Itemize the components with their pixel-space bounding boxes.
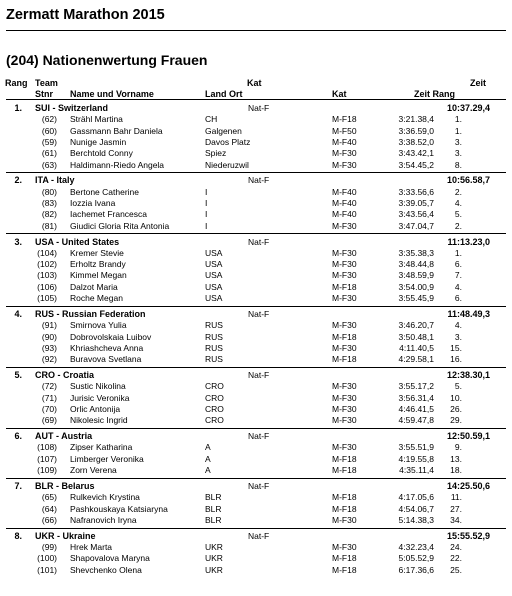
member-stnr: (104) [37,247,57,258]
member-time: 4:54.06,7 [398,503,434,514]
member-rank: 8. [454,159,462,170]
member-category: M-F30 [332,320,357,331]
member-stnr: (61) [41,148,57,159]
member-ort: RUS [205,354,223,365]
section-rule [6,367,506,368]
member-name: Nunige Jasmin [70,136,127,147]
team-rank: 6. [14,431,22,442]
member-ort: CRO [205,381,224,392]
member-name: Berchtold Conny [70,148,133,159]
member-stnr: (69) [41,415,57,426]
member-time: 3:48.44,8 [398,259,434,270]
member-time: 5:05.52,9 [398,553,434,564]
title-rule [6,30,506,31]
member-ort: Spiez [205,148,227,159]
member-ort: USA [205,293,223,303]
member-name: Jurisic Veronika [70,392,130,403]
member-time: 4:35.11,4 [399,465,434,475]
member-time: 3:50.48,1 [398,331,434,342]
member-rank: 1. [454,247,462,258]
team-time: 15:55.52,9 [446,530,490,541]
member-ort: USA [205,281,223,292]
member-time: 4:59.47,8 [398,415,434,426]
member-time: 3:47.04,7 [398,220,434,231]
member-name: Orlic Antonija [70,403,121,414]
member-time: 3:43.42,1 [398,148,434,159]
member-time: 4:46.41,5 [398,403,434,414]
member-name: Gassmann Bahr Daniela [70,125,163,136]
team-name: UKR - Ukraine [35,530,96,541]
member-rank: 34. [450,514,462,525]
member-name: Iozzia Ivana [70,198,116,208]
team-time: 12:38.30,1 [446,370,490,380]
member-stnr: (90) [41,331,57,342]
member-name: Giudici Gloria Rita Antonia [70,220,170,231]
member-ort: RUS [205,342,223,353]
member-rank: 27. [450,503,462,514]
member-name: Shevchenko Olena [70,564,142,575]
member-stnr: (64) [41,503,57,514]
member-stnr: (101) [37,564,57,575]
team-name: USA - United States [35,236,120,247]
team-name: CRO - Croatia [35,370,95,380]
member-category: M-F40 [332,209,357,220]
member-stnr: (103) [37,270,57,281]
member-stnr: (63) [41,159,57,170]
member-stnr: (80) [41,186,57,197]
member-time: 3:43.56,4 [398,209,434,220]
member-category: M-F30 [332,392,357,403]
member-category: M-F18 [332,503,357,514]
member-name: Rulkevich Krystina [70,492,140,503]
member-category: M-F50 [332,125,357,136]
member-category: M-F30 [332,514,357,525]
member-name: Zipser Katharina [70,442,133,453]
member-rank: 10. [450,392,462,403]
member-ort: CRO [205,415,224,426]
team-time: 11:13.23,0 [447,236,490,247]
team-rank: 7. [14,480,22,491]
member-time: 3:56.31,4 [398,392,434,403]
member-stnr: (65) [41,492,57,503]
member-name: Shapovalova Maryna [70,553,150,564]
member-category: M-F18 [332,114,357,125]
team-rank: 3. [14,236,22,247]
member-time: 3:36.59,0 [398,125,434,136]
team-category: Nat-F [248,236,270,247]
member-rank: 16. [450,354,462,365]
member-ort: RUS [205,331,223,342]
header-zeit-rang: Zeit Rang [414,89,456,99]
member-stnr: (100) [37,553,57,564]
member-time: 5:14.38,3 [398,514,434,525]
member-time: 3:54.45,2 [398,159,434,170]
member-stnr: (62) [41,114,57,125]
member-rank: 1. [454,114,462,125]
team-category: Nat-F [248,175,270,186]
member-name: Nikolesic Ingrid [70,415,128,426]
member-category: M-F30 [332,148,357,159]
member-name: Erholtz Brandy [70,259,126,270]
member-stnr: (59) [41,136,57,147]
member-name: Kremer Stevie [70,247,124,258]
member-rank: 6. [454,259,462,270]
member-time: 3:55.45,9 [398,293,434,303]
member-category: M-F18 [332,465,357,475]
member-rank: 3. [454,148,462,159]
member-ort: A [205,453,211,464]
member-ort: Niederuzwil [205,159,249,170]
team-time: 14:25.50,6 [446,480,490,491]
team-category: Nat-F [248,370,270,380]
member-ort: USA [205,259,223,270]
member-name: Kimmel Megan [70,270,127,281]
member-category: M-F18 [332,331,357,342]
document-title: Zermatt Marathon 2015 [6,7,165,23]
member-rank: 1. [454,125,462,136]
member-ort: A [205,465,211,475]
team-category: Nat-F [248,480,270,491]
section-rule [6,306,506,307]
member-ort: I [205,220,208,231]
member-rank: 24. [450,542,462,552]
team-name: ITA - Italy [35,175,75,186]
member-time: 4:32.23,4 [398,542,434,552]
member-rank: 18. [450,465,462,475]
header-team: Team [35,78,58,88]
member-rank: 7. [454,270,462,281]
member-time: 4:19.55,8 [398,453,434,464]
member-stnr: (108) [37,442,57,453]
member-ort: BLR [205,514,222,525]
member-category: M-F18 [332,354,357,365]
member-time: 6:17.36,6 [398,564,434,575]
member-ort: BLR [205,503,222,514]
team-category: Nat-F [248,308,270,319]
member-ort: CRO [205,392,224,403]
member-category: M-F40 [332,198,357,208]
member-stnr: (83) [41,198,57,208]
member-stnr: (93) [41,342,57,353]
member-category: M-F30 [332,220,357,231]
member-category: M-F40 [332,186,357,197]
member-name: Dobrovolskaia Luibov [70,331,152,342]
member-category: M-F40 [332,136,357,147]
section-rule [6,172,506,173]
member-name: Limberger Veronika [70,453,144,464]
team-time: 10:56.58,7 [446,175,490,186]
team-category: Nat-F [248,431,270,442]
member-time: 4:11.40,5 [399,342,434,353]
member-ort: CRO [205,403,224,414]
member-stnr: (70) [41,403,57,414]
member-category: M-F30 [332,259,357,270]
member-name: Khriashcheva Anna [70,342,144,353]
member-category: M-F18 [332,453,357,464]
member-rank: 9. [454,442,462,453]
member-stnr: (92) [41,354,57,365]
team-rank: 8. [14,530,22,541]
member-rank: 4. [454,320,462,331]
member-category: M-F30 [332,342,357,353]
member-category: M-F30 [332,247,357,258]
member-stnr: (105) [37,293,57,303]
team-name: SUI - Switzerland [35,103,109,113]
member-stnr: (60) [41,125,57,136]
member-ort: UKR [205,564,223,575]
member-time: 3:21.38,4 [398,114,434,125]
member-time: 4:17.05,6 [398,492,434,503]
member-category: M-F30 [332,293,357,303]
member-time: 4:29.58,1 [398,354,434,365]
member-ort: UKR [205,553,223,564]
member-name: Haldimann-Riedo Angela [70,159,165,170]
member-ort: I [205,186,208,197]
member-stnr: (81) [41,220,57,231]
member-name: Roche Megan [70,293,123,303]
member-rank: 2. [454,186,462,197]
header-kat-top: Kat [247,78,262,88]
member-category: M-F30 [332,270,357,281]
team-rank: 5. [14,370,22,380]
team-rank: 4. [14,308,22,319]
member-rank: 26. [450,403,462,414]
team-time: 11:48.49,3 [447,308,490,319]
member-category: M-F30 [332,415,357,426]
member-ort: USA [205,270,223,281]
member-name: Dalzot Maria [70,281,118,292]
member-name: Zorn Verena [70,465,117,475]
member-name: Sustic Nikolina [70,381,126,392]
member-category: M-F18 [332,553,357,564]
team-category: Nat-F [248,530,270,541]
member-stnr: (71) [41,392,57,403]
section-rule [6,478,506,479]
member-time: 3:35.38,3 [398,247,434,258]
team-time: 12:50.59,1 [446,431,490,442]
member-rank: 4. [454,281,462,292]
member-category: M-F18 [332,564,357,575]
member-name: Pashkouskaya Katsiaryna [70,503,168,514]
member-rank: 11. [450,492,462,503]
member-time: 3:48.59,9 [398,270,434,281]
header-name: Name und Vorname [70,89,154,99]
member-name: Strähl Martina [70,114,123,125]
member-rank: 25. [450,564,462,575]
member-stnr: (99) [41,542,57,552]
member-time: 3:39.05,7 [398,198,434,208]
team-rank: 1. [14,103,22,113]
member-ort: CH [205,114,218,125]
document-subtitle: (204) Nationenwertung Frauen [6,52,208,68]
member-ort: UKR [205,542,223,552]
member-name: Bertone Catherine [70,186,139,197]
member-stnr: (66) [41,514,57,525]
section-rule [6,233,506,234]
member-ort: Galgenen [205,125,242,136]
member-time: 3:55.17,2 [398,381,434,392]
member-ort: BLR [205,492,222,503]
header-zeit-top: Zeit [470,78,487,88]
member-name: Iachemet Francesca [70,209,148,220]
member-stnr: (107) [37,453,57,464]
member-name: Nafranovich Iryna [70,514,137,525]
member-rank: 29. [450,415,462,426]
member-ort: I [205,198,208,208]
member-stnr: (102) [37,259,57,270]
member-ort: I [205,209,208,220]
member-category: M-F30 [332,381,357,392]
member-category: M-F30 [332,159,357,170]
member-ort: RUS [205,320,223,331]
member-rank: 22. [450,553,462,564]
member-time: 3:54.00,9 [398,281,434,292]
member-ort: Davos Platz [205,136,251,147]
member-name: Buravova Svetlana [70,354,142,365]
member-ort: USA [205,247,223,258]
member-stnr: (109) [37,465,57,475]
header-kat: Kat [332,89,347,99]
member-category: M-F30 [332,542,357,552]
member-rank: 3. [454,136,462,147]
member-rank: 5. [454,209,462,220]
header-land-ort: Land Ort [205,89,243,99]
section-rule [6,528,506,529]
member-time: 3:46.20,7 [398,320,434,331]
header-stnr: Stnr [35,89,53,99]
member-category: M-F30 [332,403,357,414]
member-stnr: (106) [37,281,57,292]
member-rank: 6. [454,293,462,303]
member-stnr: (82) [41,209,57,220]
team-name: AUT - Austria [35,431,93,442]
member-rank: 4. [454,198,462,208]
member-name: Smirnova Yulia [70,320,127,331]
member-category: M-F18 [332,492,357,503]
section-rule [6,428,506,429]
member-ort: A [205,442,211,453]
member-rank: 3. [454,331,462,342]
member-stnr: (91) [41,320,57,331]
member-rank: 13. [450,453,462,464]
team-name: RUS - Russian Federation [35,308,146,319]
header-rule [6,99,506,100]
header-rang: Rang [5,78,28,88]
member-stnr: (72) [41,381,57,392]
member-category: M-F18 [332,281,357,292]
member-time: 3:55.51,9 [398,442,434,453]
member-rank: 15. [450,342,462,353]
member-name: Hrek Marta [70,542,113,552]
member-rank: 5. [454,381,462,392]
member-time: 3:33.56,6 [398,186,434,197]
team-time: 10:37.29,4 [446,103,490,113]
member-rank: 2. [454,220,462,231]
member-time: 3:38.52,0 [398,136,434,147]
member-category: M-F30 [332,442,357,453]
team-name: BLR - Belarus [35,480,95,491]
team-category: Nat-F [248,103,270,113]
team-rank: 2. [14,175,22,186]
